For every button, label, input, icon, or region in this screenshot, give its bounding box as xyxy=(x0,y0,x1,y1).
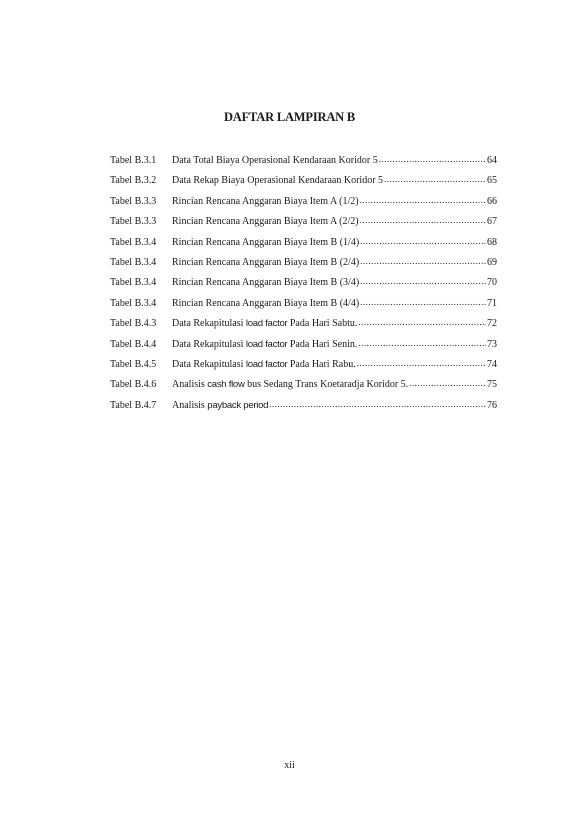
page-title: DAFTAR LAMPIRAN B xyxy=(223,110,356,124)
toc-entry-label: Tabel B.3.4 xyxy=(110,236,157,248)
page-number: xii xyxy=(284,760,295,771)
toc-entry xyxy=(110,316,497,336)
toc-entry-page: 72 xyxy=(487,318,497,330)
dot-leader xyxy=(360,275,486,285)
toc-entry xyxy=(110,173,497,193)
toc-entry xyxy=(110,255,497,275)
dot-leader xyxy=(360,255,486,265)
toc-entry-title: Rincian Rencana Anggaran Biaya Item B (2/4) xyxy=(172,256,360,268)
toc-entry xyxy=(110,398,497,418)
toc-entry-page: 75 xyxy=(487,379,497,391)
toc-entry-label: Tabel B.3.4 xyxy=(110,256,157,268)
toc-entry-page: 76 xyxy=(487,399,497,411)
dot-leader xyxy=(360,194,486,204)
toc-entry xyxy=(110,337,497,357)
dot-leader xyxy=(358,337,486,347)
dot-leader xyxy=(357,357,486,367)
dot-leader xyxy=(360,296,486,306)
toc-entry xyxy=(110,214,497,234)
toc-entry xyxy=(110,275,497,295)
dot-leader xyxy=(269,398,486,408)
toc-entry-title: Rincian Rencana Anggaran Biaya Item B (3/4) xyxy=(172,277,360,289)
toc-entry-title: Analisis payback period xyxy=(172,399,269,411)
toc-entry-page: 71 xyxy=(487,297,497,309)
toc-entry xyxy=(110,194,497,214)
toc-entry xyxy=(110,296,497,316)
toc-entry-title: Rincian Rencana Anggaran Biaya Item B (4/4) xyxy=(172,297,360,309)
toc-entry-page: 69 xyxy=(487,256,497,268)
toc-entry-label: Tabel B.4.7 xyxy=(110,399,157,411)
toc-entry xyxy=(110,357,497,377)
dot-leader xyxy=(384,173,486,183)
toc-entry-title: Rincian Rencana Anggaran Biaya Item A (2/2) xyxy=(172,216,359,228)
toc-entry-page: 70 xyxy=(487,277,497,289)
toc-entry-title: Data Rekap Biaya Operasional Kendaraan Koridor 5 xyxy=(172,175,384,187)
toc-entry-title: Data Rekapitulasi load factor Pada Hari Senin. xyxy=(172,338,358,350)
toc-entry-label: Tabel B.3.3 xyxy=(110,195,157,207)
toc-entry-page: 65 xyxy=(487,175,497,187)
dot-leader xyxy=(360,214,486,224)
toc-entry-title: Data Rekapitulasi load factor Pada Hari Sabtu. xyxy=(172,318,358,330)
dot-leader xyxy=(409,377,486,387)
toc-entry-label: Tabel B.4.6 xyxy=(110,379,157,391)
toc-entry-title: Data Total Biaya Operasional Kendaraan Koridor 5 xyxy=(172,155,378,166)
toc-entry-label: Tabel B.3.1 xyxy=(110,155,157,166)
toc-entry-page: 73 xyxy=(487,338,497,350)
toc-entry-label: Tabel B.3.4 xyxy=(110,277,157,289)
table-of-contents xyxy=(110,153,497,418)
toc-entry xyxy=(110,377,497,397)
dot-leader xyxy=(358,316,486,326)
dot-leader xyxy=(360,235,486,245)
toc-entry xyxy=(110,153,497,173)
toc-entry-title: Rincian Rencana Anggaran Biaya Item B (1/4) xyxy=(172,236,360,248)
toc-entry xyxy=(110,235,497,255)
toc-entry-title: Rincian Rencana Anggaran Biaya Item A (1/2) xyxy=(172,195,359,207)
toc-entry-label: Tabel B.3.4 xyxy=(110,297,157,309)
toc-entry-page: 67 xyxy=(487,216,497,228)
toc-entry-title: Data Rekapitulasi load factor Pada Hari Rabu. xyxy=(172,358,356,370)
toc-entry-label: Tabel B.4.5 xyxy=(110,358,157,370)
dot-leader xyxy=(379,153,486,163)
toc-entry-title: Analisis cash flow bus Sedang Trans Koetaradja Koridor 5. xyxy=(172,379,409,391)
toc-entry-page: 68 xyxy=(487,236,497,248)
toc-entry-label: Tabel B.4.3 xyxy=(110,318,157,330)
toc-entry-page: 66 xyxy=(487,195,497,207)
toc-entry-label: Tabel B.4.4 xyxy=(110,338,157,350)
toc-entry-page: 74 xyxy=(487,358,497,370)
toc-entry-page: 64 xyxy=(487,155,497,166)
toc-entry-label: Tabel B.3.2 xyxy=(110,175,157,187)
toc-entry-label: Tabel B.3.3 xyxy=(110,216,157,228)
